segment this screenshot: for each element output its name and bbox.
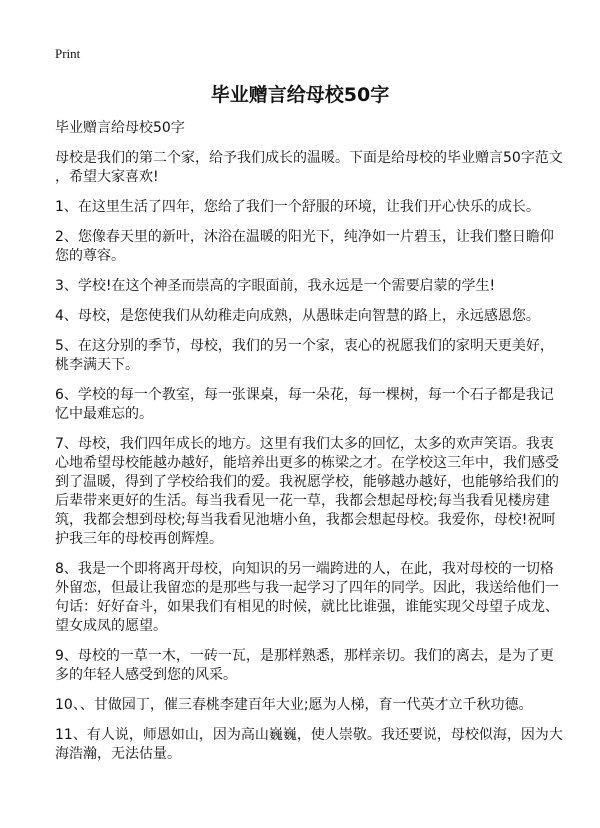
- document-body: [55, 119, 563, 775]
- text-line: 海浩瀚，无法估量。: [55, 746, 181, 762]
- paragraph: [55, 435, 559, 549]
- text-line: 1、在这里生活了四年，您给了我们一个舒服的环境，让我们开心快乐的成长。: [55, 199, 540, 215]
- text-line: 2、您像春天里的新叶，沐浴在温暖的阳光下，纯净如一片碧玉，让我们整日瞻仰: [55, 229, 554, 245]
- text-line: 您的尊容。: [55, 248, 125, 264]
- text-line: 8、我是一个即将离开母校，向知识的另一端跨进的人，在此，我对母校的一切格: [55, 561, 554, 577]
- paragraph: [55, 696, 555, 715]
- text-line: 心地希望母校能越办越好，能培养出更多的栋梁之才。在学校这三年中，我们感受: [55, 455, 559, 471]
- paragraph: [55, 149, 563, 187]
- text-line: 6、学校的每一个教室，每一张课桌，每一朵花，每一棵树，每一个石子都是我记: [55, 387, 554, 403]
- text-line: 5、在这分别的季节，母校，我们的另一个家，衷心的祝愿我们的家明天更美好，: [55, 338, 554, 354]
- text-line: 9、母校的一草一木，一砖一瓦，是那样熟悉，那样亲切。我们的离去，是为了更: [55, 648, 554, 664]
- page-title: 毕业赠言给母校50字: [210, 84, 390, 106]
- text-line: 桃李满天下。: [55, 357, 139, 373]
- paragraph: [55, 277, 555, 296]
- text-line: 3、学校!在这个神圣而崇高的字眼面前，我永远是一个需要启蒙的学生!: [55, 278, 496, 294]
- paragraph: [55, 198, 555, 217]
- text-line: 多的年轻人感受到您的风采。: [55, 667, 237, 683]
- paragraph: [55, 647, 555, 685]
- text-line: 后辈带来更好的生活。每当我看见一花一草，我都会想起母校;每当我看见楼房建: [55, 493, 550, 509]
- text-line: 4、母校，是您使我们从幼稚走向成熟，从愚昧走向智慧的路上，永远感恩您。: [55, 308, 540, 324]
- text-line: 7、母校，我们四年成长的地方。这里有我们太多的回忆，太多的欢声笑语。我衷: [55, 436, 554, 452]
- text-line: 望女成凤的愿望。: [55, 618, 167, 634]
- text-line: 母校是我们的第二个家，给予我们成长的温暖。下面是给母校的毕业赠言50字范文: [55, 150, 563, 166]
- text-line: 毕业赠言给母校50字: [55, 120, 185, 136]
- text-line: 忆中最难忘的。: [55, 406, 153, 422]
- paragraph: [55, 386, 555, 424]
- text-line: 筑，我都会想到母校;每当我看见池塘小鱼，我都会想起母校。我爱你，母校!祝呵: [55, 512, 556, 528]
- paragraph: [55, 726, 563, 764]
- subtitle: [55, 119, 555, 138]
- paragraph: [55, 307, 555, 326]
- text-line: 句话：好好奋斗，如果我们有相见的时候，就比比谁强，谁能实现父母望子成龙、: [55, 599, 559, 615]
- text-line: 11、有人说，师恩如山，因为高山巍巍，使人崇敬。我还要说，母校似海，因为大: [55, 727, 563, 743]
- text-line: 到了温暖，得到了学校给我们的爱。我祝愿学校，能够越办越好，也能够给我们的: [55, 474, 559, 490]
- text-line: ，希望大家喜欢!: [55, 169, 159, 185]
- print-link[interactable]: Print: [55, 46, 81, 61]
- paragraph: [55, 337, 555, 375]
- paragraph: [55, 228, 555, 266]
- text-line: 外留恋，但最让我留恋的是那些与我一起学习了四年的同学。因此，我送给他们一: [55, 580, 559, 596]
- text-line: 10、、甘做园丁，催三春桃李建百年大业;愿为人梯，育一代英才立千秋功德。: [55, 697, 533, 713]
- paragraph: [55, 560, 559, 636]
- text-line: 护我三年的母校再创辉煌。: [55, 531, 223, 547]
